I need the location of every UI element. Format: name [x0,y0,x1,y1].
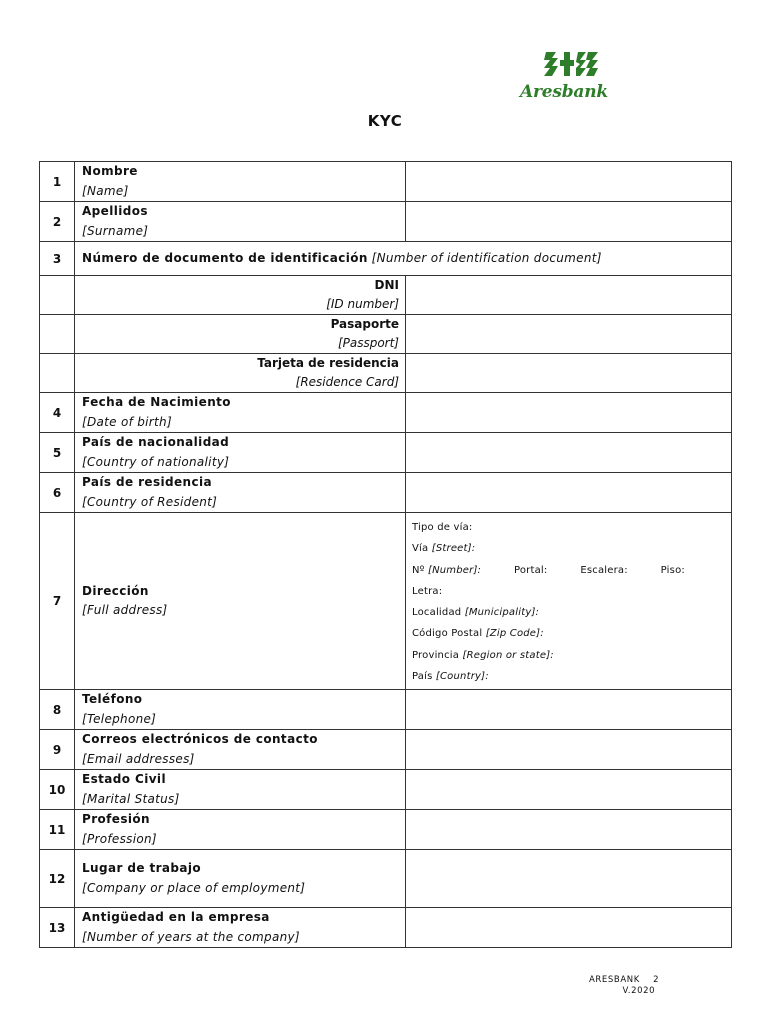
table-row [40,473,732,513]
aresbank-logo [518,48,614,106]
field-label-surname: Apellidos [Surname] [75,202,406,242]
field-label-profession: Profesión [Profession] [75,810,406,850]
row-number: 11 [40,810,75,850]
footer-company: ARESBANK [589,975,640,985]
field-label-id-document: Número de documento de identificación [Number of identification document] [75,242,732,276]
field-label-email: Correos electrónicos de contacto [Email addresses] [75,730,406,770]
row-number: 6 [40,473,75,513]
field-label-nationality: País de nacionalidad [Country of nationality] [75,433,406,473]
table-row [40,770,732,810]
row-number: 2 [40,202,75,242]
table-row [40,513,732,690]
residence-country-field[interactable] [406,473,732,513]
document-version: V.2020 [622,986,656,996]
address-field[interactable] [406,513,732,690]
field-label-dni: DNI [ID number] [75,276,406,315]
row-number: 3 [40,242,75,276]
table-row [40,908,732,948]
address-street-type: Tipo de vía: [412,522,473,533]
address-number-row: Nº [Number]: Portal: Escalera: Piso: [412,564,685,576]
table-row [40,162,732,202]
table-row [40,315,732,354]
table-row [40,393,732,433]
table-row [40,690,732,730]
field-label-marital-status: Estado Civil [Marital Status] [75,770,406,810]
row-number: 10 [40,770,75,810]
name-field[interactable] [406,162,732,202]
email-field[interactable] [406,730,732,770]
date-of-birth-field[interactable] [406,393,732,433]
row-number: 9 [40,730,75,770]
table-row [40,730,732,770]
address-letter: Letra: [412,585,443,597]
page-number: 2 [653,975,660,985]
row-number: 12 [40,850,75,908]
row-number: 1 [40,162,75,202]
kyc-form-table [39,161,732,948]
field-label-seniority: Antigüedad en la empresa [Number of years at the company] [75,908,406,948]
telephone-field[interactable] [406,690,732,730]
table-row [40,850,732,908]
table-row [40,810,732,850]
row-number: 4 [40,393,75,433]
employer-field[interactable] [406,850,732,908]
residence-card-field[interactable] [406,354,732,393]
field-label-employer: Lugar de trabajo [Company or place of employment] [75,850,406,908]
page-title: KYC [367,112,403,130]
table-row [40,354,732,393]
row-number: 5 [40,433,75,473]
nationality-field[interactable] [406,433,732,473]
address-municipality: Localidad [Municipality]: [412,607,540,619]
row-number: 13 [40,908,75,948]
address-region: Provincia [Region or state]: [412,649,554,661]
field-label-date-of-birth: Fecha de Nacimiento [Date of birth] [75,393,406,433]
address-zip: Código Postal [Zip Code]: [412,628,544,640]
marital-status-field[interactable] [406,770,732,810]
row-number: 8 [40,690,75,730]
address-street: Vía [Street]: [412,543,476,555]
field-label-name: Nombre [Name] [75,162,406,202]
passport-field[interactable] [406,315,732,354]
field-label-residence-country: País de residencia [Country of Resident] [75,473,406,513]
field-label-address: Dirección [Full address] [75,513,406,690]
row-number: 7 [40,513,75,690]
logo-emblem-icon [542,48,602,82]
address-country: País [Country]: [412,671,489,683]
logo-text: Aresbank [520,82,608,102]
field-label-residence-card: Tarjeta de residencia [Residence Card] [75,354,406,393]
profession-field[interactable] [406,810,732,850]
dni-field[interactable] [406,276,732,315]
field-label-telephone: Teléfono [Telephone] [75,690,406,730]
surname-field[interactable] [406,202,732,242]
seniority-field[interactable] [406,908,732,948]
field-label-passport: Pasaporte [Passport] [75,315,406,354]
page-footer [589,975,659,997]
table-row [40,242,732,276]
table-row [40,202,732,242]
table-row [40,276,732,315]
table-row [40,433,732,473]
